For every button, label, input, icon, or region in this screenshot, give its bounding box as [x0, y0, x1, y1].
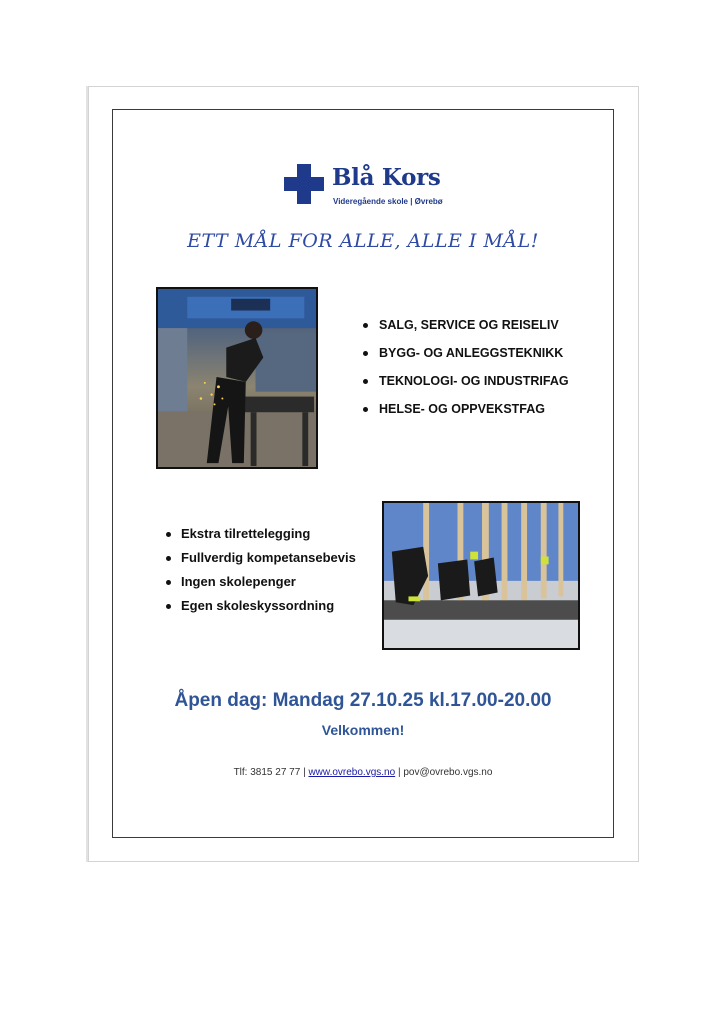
program-item: BYGG- OG ANLEGGSTEKNIKK [362, 344, 569, 372]
cross-icon [284, 164, 324, 204]
benefit-item: Egen skoleskyssordning [165, 597, 356, 621]
website-link[interactable]: www.ovrebo.vgs.no [308, 767, 396, 778]
logo-name: Blå Kors [332, 164, 441, 191]
open-day-heading: Åpen dag: Mandag 27.10.25 kl.17.00-20.00 [174, 690, 552, 711]
benefit-item: Ingen skolepenger [165, 573, 356, 597]
program-item: SALG, SERVICE OG REISELIV [362, 316, 569, 344]
program-item: HELSE- OG OPPVEKSTFAG [362, 400, 569, 428]
phone-text: Tlf: 3815 27 77 | [233, 767, 306, 778]
program-list [362, 316, 569, 428]
benefit-item: Ekstra tilrettelegging [165, 525, 356, 549]
school-logo [284, 162, 464, 208]
benefit-item: Fullverdig kompetansebevis [165, 549, 356, 573]
benefit-list [165, 525, 356, 621]
construction-photo [382, 501, 580, 650]
slogan: ETT MÅL FOR ALLE, ALLE I MÅL! [187, 230, 539, 252]
welcome-text: Velkommen! [321, 722, 405, 738]
contact-line [112, 767, 614, 778]
welding-photo [156, 287, 318, 469]
email-text: | pov@ovrebo.vgs.no [397, 767, 493, 778]
logo-subtitle: Videregående skole | Øvrebø [333, 197, 443, 206]
program-item: TEKNOLOGI- OG INDUSTRIFAG [362, 372, 569, 400]
